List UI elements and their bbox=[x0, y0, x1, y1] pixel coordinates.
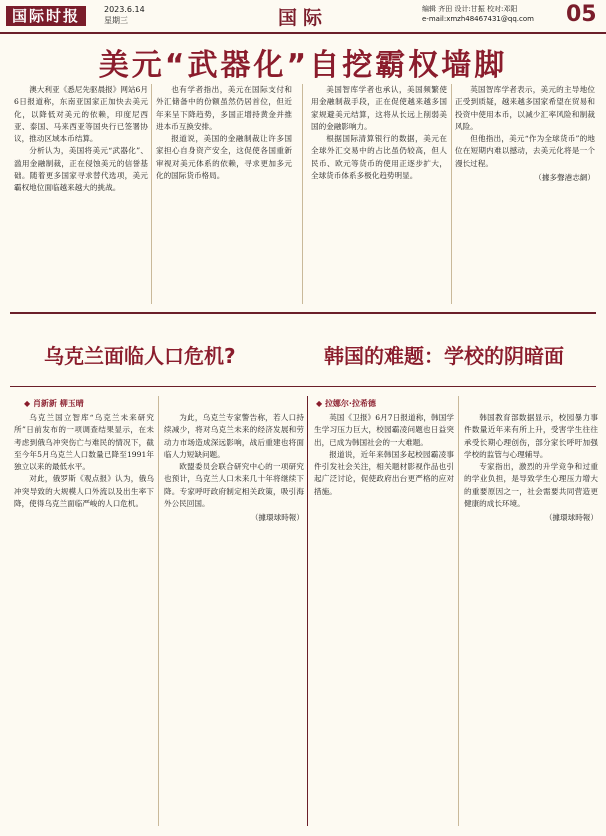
story2-paragraph: 欧盟委员会联合研究中心的一项研究也预计，乌克兰人口未来几十年将继续下降。专家呼吁政府制定相关政策，吸引海外公民回国。 bbox=[164, 462, 304, 509]
story1-paragraph: 但他指出，美元“作为全球货币”的地位在短期内难以撼动，去美元化将是一个漫长过程。 bbox=[455, 134, 595, 168]
story1-paragraph: 分析认为，美国将美元“武器化”、滥用金融制裁，正在侵蚀美元的信誉基础。随着更多国家寻求替代选项，美元霸权地位面临越来越大的挑战。 bbox=[14, 146, 148, 193]
editors-email: e-mail:xmzh48467431@qq.com bbox=[422, 15, 534, 23]
masthead bbox=[0, 0, 606, 34]
story1-column-2 bbox=[156, 84, 292, 304]
story2-paragraph: 对此，俄罗斯《观点报》认为，俄乌冲突导致的大规模人口外流以及出生率下降，使得乌克兰面临严峻的人口危机。 bbox=[14, 474, 154, 509]
story1-paragraph: 美国智库学者也承认，美国频繁使用金融制裁手段，正在促使越来越多国家规避美元结算，这将从长远上削弱美国的金融影响力。 bbox=[311, 85, 447, 131]
story1-column-3 bbox=[311, 84, 447, 304]
issue-weekday: 星期三 bbox=[104, 16, 128, 25]
issue-date: 2023.6.14 bbox=[104, 5, 145, 14]
story1-headline: 美元“武器化”自挖霸权墙脚 bbox=[98, 48, 508, 83]
story2-column-2 bbox=[164, 412, 304, 826]
column-divider bbox=[158, 396, 159, 826]
story1-paragraph: 英国智库学者表示，美元的主导地位正受到质疑，越来越多国家希望在贸易和投资中使用本币，以减少汇率风险和制裁风险。 bbox=[455, 85, 595, 131]
headline-divider bbox=[10, 386, 596, 387]
column-divider bbox=[151, 84, 152, 304]
page-number: 05 bbox=[566, 2, 597, 27]
story3-paragraph: 报道说，近年来韩国多起校园霸凌事件引发社会关注，相关题材影视作品也引起广泛讨论，促使政府出台更严格的应对措施。 bbox=[314, 449, 454, 496]
story3-column-1 bbox=[314, 412, 454, 826]
editors-info bbox=[422, 4, 562, 24]
issue-date-block bbox=[104, 4, 145, 26]
story2-credit: （據環球時報） bbox=[250, 513, 304, 523]
story-divider bbox=[307, 396, 308, 826]
story3-paragraph: 韩国教育部数据显示，校园暴力事件数量近年来有所上升，受害学生往往承受长期心理创伤，部分家长呼吁加强学校的监管与心理辅导。 bbox=[464, 413, 598, 459]
story2-column-1 bbox=[14, 412, 154, 826]
story2-byline bbox=[24, 398, 84, 409]
story3-credit: （據環球時報） bbox=[544, 513, 598, 523]
story1-column-4 bbox=[455, 84, 595, 304]
story1-column-1 bbox=[14, 84, 148, 304]
story2-author: ◆ 肖新新 柳玉晴 bbox=[24, 399, 84, 408]
column-divider bbox=[451, 84, 452, 304]
story1-paragraph: 报道说，美国的金融制裁让许多国家担心自身资产安全，这促使各国重新审视对美元体系的依赖，寻求更加多元化的国际货币格局。 bbox=[156, 134, 292, 181]
story2-paragraph: 为此，乌克兰专家警告称，若人口持续减少，将对乌克兰未来的经济发展和劳动力市场造成深远影响，战后重建也将面临人力短缺问题。 bbox=[164, 413, 304, 459]
editors-credit: 编辑 齐田 设计:甘振 校对:邓阳 bbox=[422, 5, 518, 13]
story2-paragraph: 乌克兰国立智库“乌克兰未来研究所”日前发布的一项调查结果显示，在未考虑到俄乌冲突伤亡与难民的情况下，截至今年5月乌克兰人口数量已降至1991年独立以来的最低水平。 bbox=[14, 413, 154, 472]
story1-paragraph: 也有学者指出，美元在国际支付和外汇储备中的份额虽然仍居首位，但近年来呈下降趋势，多国正增持黄金并推进本币互换安排。 bbox=[156, 85, 292, 131]
story1-paragraph: 根据国际清算银行的数据，美元在全球外汇交易中的占比虽仍较高，但人民币、欧元等货币的使用正逐步扩大，全球货币体系多极化趋势明显。 bbox=[311, 134, 447, 181]
story1-paragraph: 澳大利亚《悉尼先驱晨报》网站6月6日报道称，东南亚国家正加快去美元化，以降低对美元的依赖，印度尼西亚、泰国、马来西亚等国央行已签署协议，推动区域本币结算。 bbox=[14, 85, 148, 144]
story3-headline: 韩国的难题：学校的阴暗面 bbox=[324, 344, 564, 368]
story3-byline bbox=[316, 398, 376, 409]
newspaper-logo: 国际时报 bbox=[6, 6, 86, 26]
story3-author: ◆ 拉娜尔·拉希德 bbox=[316, 399, 376, 408]
story1-credit: （據多聲港志網） bbox=[534, 173, 595, 183]
story3-paragraph: 专家指出，激烈的升学竞争和过重的学业负担，是导致学生心理压力增大的重要原因之一，社会需要共同营造更健康的成长环境。 bbox=[464, 462, 598, 509]
column-divider bbox=[302, 84, 303, 304]
section-title: 国际 bbox=[278, 7, 329, 29]
story3-column-2 bbox=[464, 412, 598, 826]
story2-headline: 乌克兰面临人口危机? bbox=[44, 344, 236, 368]
story3-paragraph: 英国《卫报》6月7日报道称，韩国学生学习压力巨大，校园霸凌问题也日益突出，已成为韩国社会的一大难题。 bbox=[314, 413, 454, 447]
column-divider bbox=[458, 396, 459, 826]
section-divider bbox=[10, 312, 596, 314]
